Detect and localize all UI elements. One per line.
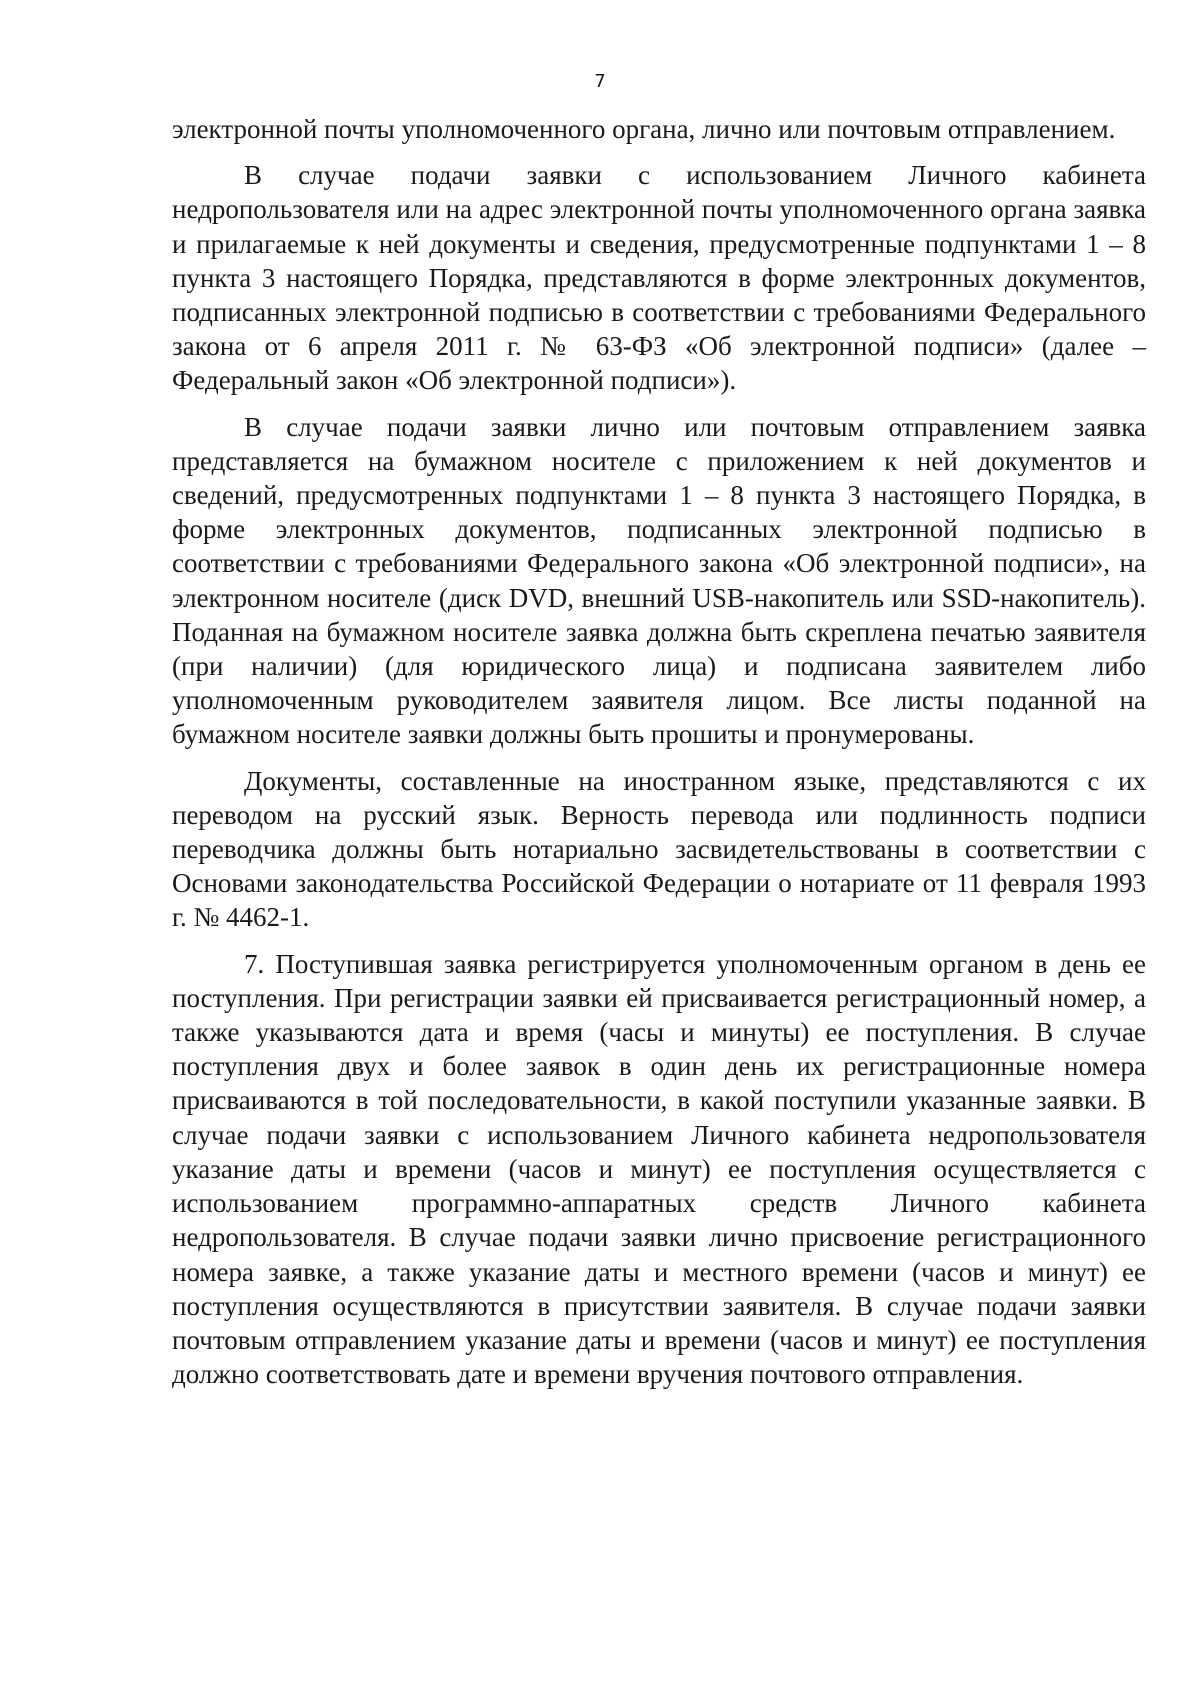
paragraph-paper-submission: В случае подачи заявки лично или почтовым отправлением заявка представляется на бумажном носителе с приложением к ней документов и сведений, предусмотренных подпунктами 1 – 8 пункта 3 настоящего Порядка, в форме электронных документов, подписанных электронной подписью в соответствии с требованиями Федерального закона «Об электронной подписи», на электронном носителе (диск DVD, внешний USB-накопитель или SSD-накопитель). Поданная на бумажном носителе заявка должна быть скреплена печатью заявителя (при наличии) (для юридического лица) и подписана заявителем либо уполномоченным руководителем заявителя лицом. Все листы поданной на бумажном носителе заявки должны быть прошиты и пронумерованы. [172, 411, 1146, 750]
document-body [172, 112, 1146, 1403]
paragraph-electronic-submission: В случае подачи заявки с использованием Личного кабинета недропользователя или на адрес электронной почты уполномоченного органа заявка и прилагаемые к ней документы и сведения, предусмотренные подпунктами 1 – 8 пункта 3 настоящего Порядка, представляются в форме электронных документов, подписанных электронной подписью в соответствии с требованиями Федерального закона от 6 апреля 2011 г. № 63-ФЗ «Об электронной подписи» (далее – Федеральный закон «Об электронной подписи»). [172, 160, 1146, 396]
page-number: 7 [594, 71, 606, 92]
paragraph-continuation: электронной почты уполномоченного органа, лично или почтовым отправлением. [172, 114, 1116, 144]
paragraph-foreign-documents: Документы, составленные на иностранном языке, представляются с их переводом на русский язык. Верность перевода или подлинность подписи переводчика должны быть нотариально засвидетельствованы в соответствии с Основами законодательства Российской Федерации о нотариате от 11 февраля 1993 г. № 4462-1. [172, 765, 1146, 933]
paragraph-registration: 7. Поступившая заявка регистрируется уполномоченным органом в день ее поступления. При регистрации заявки ей присваивается регистрационный номер, а также указываются дата и время (часы и минуты) ее поступления. В случае поступления двух и более заявок в один день их регистрационные номера присваиваются в той последовательности, в какой поступили указанные заявки. В случае подачи заявки с использованием Личного кабинета недропользователя указание даты и времени (часов и минут) ее поступления осуществляется с использованием программно-аппаратных средств Личного кабинета недропользователя. В случае подачи заявки лично присвоение регистрационного номера заявке, а также указание даты и местного времени (часов и минут) ее поступления осуществляются в присутствии заявителя. В случае подачи заявки почтовым отправлением указание даты и времени (часов и минут) ее поступления должно соответствовать дате и времени вручения почтового отправления. [172, 948, 1146, 1390]
